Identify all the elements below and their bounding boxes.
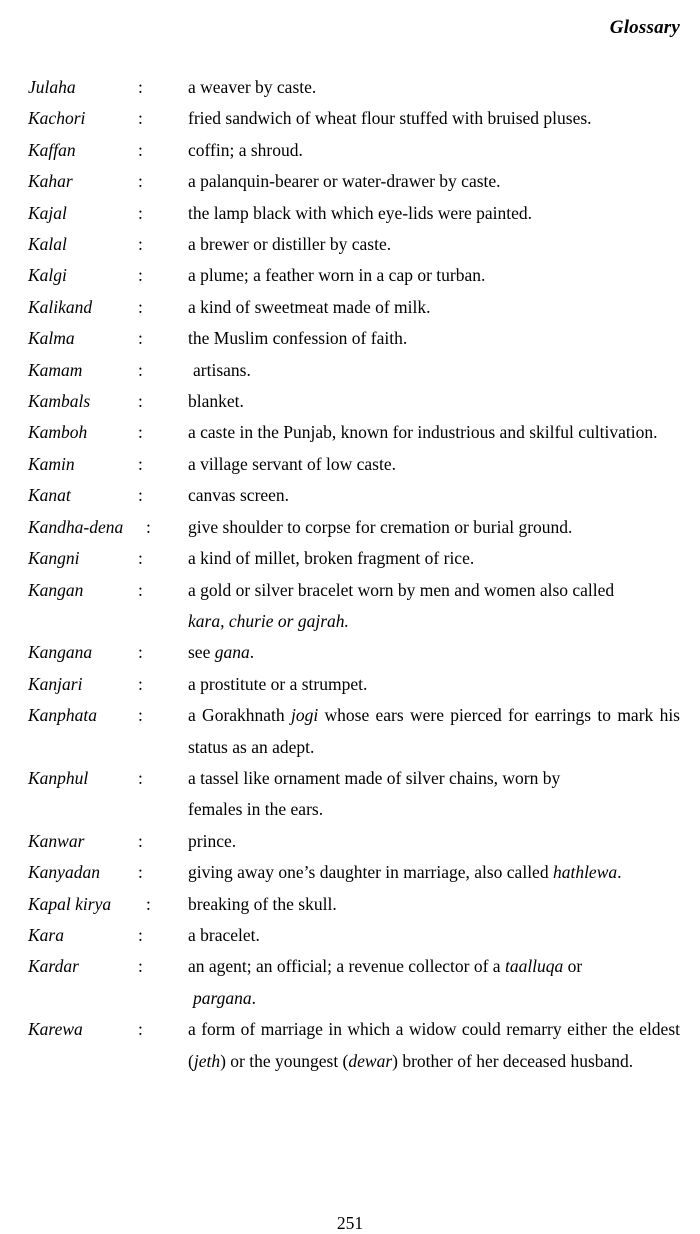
glossary-colon: : xyxy=(146,516,151,537)
glossary-colon: : xyxy=(138,108,143,129)
glossary-term: Kanwar xyxy=(28,830,85,851)
glossary-definition xyxy=(188,575,680,638)
glossary-term: Kandha-dena xyxy=(28,516,124,537)
glossary-entry xyxy=(28,543,680,574)
glossary-definition: breaking of the skull. xyxy=(188,893,337,914)
glossary-definition: canvas screen. xyxy=(188,485,290,506)
glossary-colon: : xyxy=(138,328,143,349)
glossary-definition: fried sandwich of wheat flour stuffed with bruised pluses. xyxy=(188,108,592,129)
glossary-colon: : xyxy=(138,265,143,286)
glossary-colon: : xyxy=(138,673,143,694)
glossary-colon: : xyxy=(138,391,143,412)
glossary-colon: : xyxy=(138,171,143,192)
glossary-definition-italic: hathlewa xyxy=(552,862,618,883)
glossary-colon: : xyxy=(138,453,143,474)
glossary-definition-line: kara, churie or gajrah. xyxy=(188,610,349,631)
glossary-term: Kanphata xyxy=(28,705,98,726)
glossary-colon: : xyxy=(138,202,143,223)
glossary-colon: : xyxy=(138,642,143,663)
glossary-definition xyxy=(188,1014,680,1077)
glossary-definition-text: . xyxy=(617,862,622,883)
glossary-definition-line: a gold or silver bracelet worn by men and women also called xyxy=(188,579,615,600)
glossary-term: Kahar xyxy=(28,171,73,192)
glossary-entry xyxy=(28,292,680,323)
glossary-definition-text: or xyxy=(563,956,583,977)
glossary-definition-line: females in the ears. xyxy=(188,799,324,820)
glossary-entry xyxy=(28,103,680,134)
glossary-colon: : xyxy=(138,139,143,160)
glossary-colon: : xyxy=(138,296,143,317)
glossary-entry xyxy=(28,512,680,543)
glossary-definition-italic: gana xyxy=(214,642,250,663)
glossary-definition xyxy=(188,700,680,763)
glossary-colon: : xyxy=(138,830,143,851)
glossary-term: Kapal kirya xyxy=(28,893,112,914)
glossary-entry xyxy=(28,951,680,1014)
glossary-colon: : xyxy=(138,705,143,726)
glossary-entry xyxy=(28,135,680,166)
glossary-colon: : xyxy=(138,548,143,569)
glossary-definition: prince. xyxy=(188,830,237,851)
glossary-term: Kambals xyxy=(28,391,91,412)
glossary-definition-text: a form of marriage in which a widow could remarry either the eldest ( xyxy=(188,1019,680,1071)
glossary-definition-line: a tassel like ornament made of silver chains, worn by xyxy=(188,767,561,788)
glossary-definition: a kind of sweetmeat made of milk. xyxy=(188,296,431,317)
running-head-title: Glossary xyxy=(609,17,680,38)
glossary-definition: artisans. xyxy=(193,359,251,380)
glossary-definition: give shoulder to corpse for cremation or burial ground. xyxy=(188,516,573,537)
glossary-definition-text: ) brother of her deceased husband. xyxy=(392,1050,634,1071)
glossary-term: Kanyadan xyxy=(28,862,100,883)
glossary-definition: a kind of millet, broken fragment of rice. xyxy=(188,548,475,569)
glossary-term: Kangni xyxy=(28,548,80,569)
glossary-colon: : xyxy=(138,956,143,977)
glossary-entry xyxy=(28,763,680,826)
glossary-definition-text: giving away one’s daughter in marriage, also called xyxy=(188,862,553,883)
glossary-term: Kangana xyxy=(28,642,93,663)
glossary-definition: a brewer or distiller by caste. xyxy=(188,234,392,255)
glossary-entry-list xyxy=(28,72,680,1077)
glossary-definition-text: a Gorakhnath xyxy=(188,705,291,726)
glossary-definition-text: whose ears were pierced for earrings to mark his status as an adept. xyxy=(188,705,680,757)
glossary-term: Kara xyxy=(28,924,64,945)
glossary-colon: : xyxy=(138,1019,143,1040)
glossary-definition-italic: dewar xyxy=(348,1050,393,1071)
glossary-term: Kajal xyxy=(28,202,67,223)
glossary-definition-line xyxy=(188,983,680,1014)
glossary-definition: a weaver by caste. xyxy=(188,77,317,97)
glossary-colon: : xyxy=(138,924,143,945)
glossary-entry xyxy=(28,669,680,700)
glossary-term: Kanat xyxy=(28,485,71,506)
glossary-colon: : xyxy=(138,767,143,788)
glossary-entry xyxy=(28,480,680,511)
glossary-term: Kanphul xyxy=(28,767,89,788)
glossary-definition: a caste in the Punjab, known for industrious and skilful cultivation. xyxy=(188,422,658,443)
glossary-term: Kamin xyxy=(28,453,75,474)
glossary-entry xyxy=(28,386,680,417)
glossary-term: Julaha xyxy=(28,77,76,97)
glossary-definition-italic: jeth xyxy=(193,1050,221,1071)
glossary-term: Kalal xyxy=(28,234,67,255)
glossary-entry xyxy=(28,920,680,951)
glossary-definition-text: . xyxy=(249,642,255,663)
glossary-term: Karewa xyxy=(28,1019,83,1040)
glossary-entry xyxy=(28,700,680,763)
page-number: 251 xyxy=(336,1213,364,1233)
glossary-entry xyxy=(28,355,680,386)
glossary-entry xyxy=(28,449,680,480)
glossary-colon: : xyxy=(138,862,143,883)
glossary-definition: a plume; a feather worn in a cap or turban. xyxy=(188,265,486,286)
glossary-definition: a bracelet. xyxy=(188,924,260,945)
glossary-term: Kachori xyxy=(28,108,86,129)
glossary-definition-line xyxy=(188,951,680,982)
glossary-entry xyxy=(28,889,680,920)
glossary-definition: coffin; a shroud. xyxy=(188,139,303,160)
glossary-definition xyxy=(188,763,680,826)
glossary-definition: the Muslim confession of faith. xyxy=(188,328,408,349)
glossary-entry xyxy=(28,857,680,888)
glossary-definition: blanket. xyxy=(188,391,244,412)
glossary-definition-text: see xyxy=(188,642,215,663)
glossary-colon: : xyxy=(138,234,143,255)
glossary-entry xyxy=(28,417,680,448)
glossary-entry xyxy=(28,166,680,197)
glossary-definition: a village servant of low caste. xyxy=(188,453,396,474)
glossary-definition xyxy=(188,637,680,668)
glossary-term: Kardar xyxy=(28,956,79,977)
glossary-colon: : xyxy=(138,579,143,600)
glossary-colon: : xyxy=(138,485,143,506)
glossary-colon: : xyxy=(146,893,151,914)
glossary-term: Kalma xyxy=(28,328,75,349)
glossary-entry xyxy=(28,575,680,638)
glossary-colon: : xyxy=(138,359,143,380)
glossary-term: Kamam xyxy=(28,359,83,380)
glossary-entry xyxy=(28,229,680,260)
glossary-definition-italic: taalluqa xyxy=(504,956,564,977)
glossary-entry xyxy=(28,826,680,857)
glossary-entry xyxy=(28,637,680,668)
glossary-term: Kanjari xyxy=(28,673,83,694)
glossary-term: Kalikand xyxy=(28,296,93,317)
glossary-entry xyxy=(28,72,680,103)
glossary-entry xyxy=(28,323,680,354)
glossary-definition: the lamp black with which eye-lids were painted. xyxy=(188,202,533,223)
glossary-term: Kamboh xyxy=(28,422,88,443)
glossary-definition-text: an agent; an official; a revenue collector of a xyxy=(188,956,505,977)
glossary-definition xyxy=(188,857,680,888)
glossary-colon: : xyxy=(138,77,143,97)
glossary-entry xyxy=(28,198,680,229)
glossary-term: Kangan xyxy=(28,579,84,600)
glossary-term: Kaffan xyxy=(28,139,76,160)
glossary-definition: a palanquin-bearer or water-drawer by caste. xyxy=(188,171,501,192)
glossary-colon: : xyxy=(138,422,143,443)
glossary-definition-text: . xyxy=(251,987,257,1008)
glossary-definition: a prostitute or a strumpet. xyxy=(188,673,368,694)
glossary-term: Kalgi xyxy=(28,265,67,286)
glossary-definition-italic: pargana xyxy=(193,987,252,1008)
glossary-definition-italic: jogi xyxy=(290,705,319,726)
glossary-entry xyxy=(28,1014,680,1077)
glossary-definition xyxy=(188,951,680,1014)
glossary-definition-text: ) or the youngest ( xyxy=(220,1050,349,1071)
glossary-entry xyxy=(28,260,680,291)
